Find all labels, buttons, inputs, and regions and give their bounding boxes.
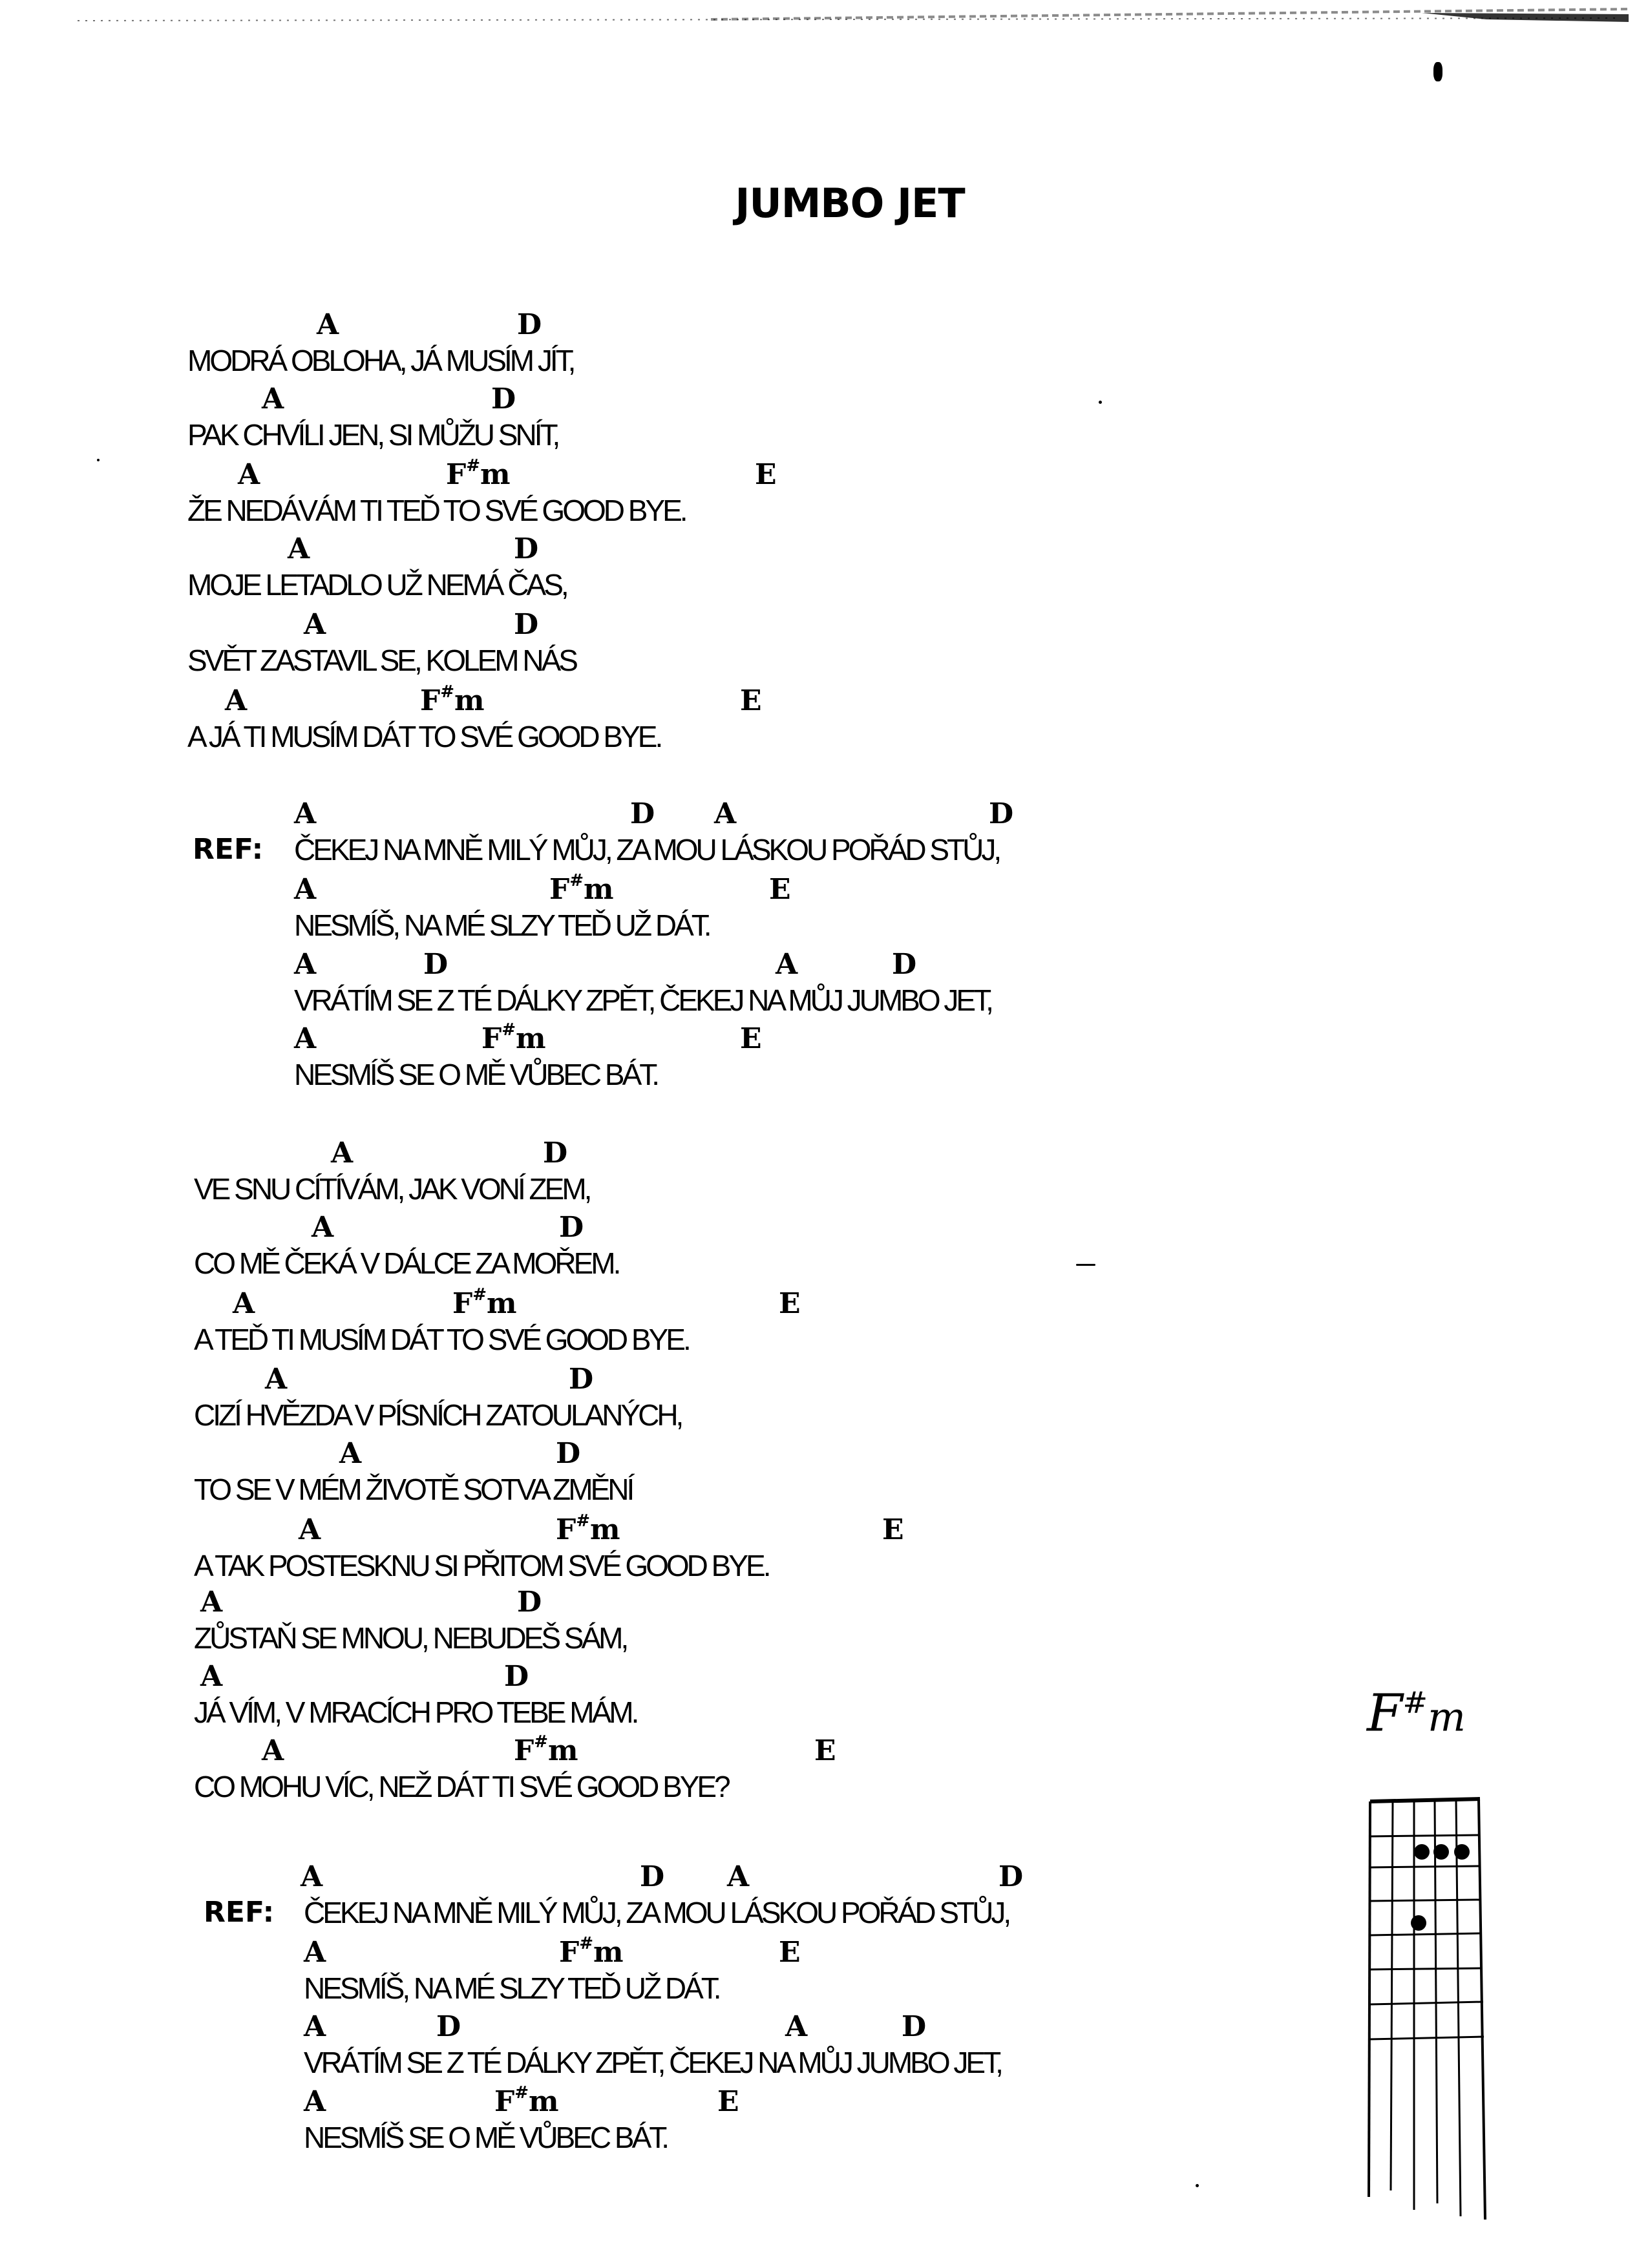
lyric-text: NESMÍŠ SE O MĚ VŮBEC BÁT. <box>304 2121 668 2154</box>
scan-speck <box>97 459 100 461</box>
chord-symbol: D <box>423 948 449 981</box>
chord-symbol: A <box>714 797 737 830</box>
lyric-text: PAK CHVÍLI JEN, SI MŮŽU SNÍT, <box>187 418 558 452</box>
refrain-label: REF: <box>193 833 264 866</box>
chord-symbol: A <box>331 1137 354 1170</box>
chord-symbol: F#m <box>549 871 614 906</box>
lyric-text: A TEĎ TI MUSÍM DÁT TO SVÉ GOOD BYE. <box>194 1323 689 1356</box>
chord-symbol: E <box>740 684 762 717</box>
chord-symbol: A <box>776 948 798 981</box>
chord-symbol: F#m <box>514 1732 578 1767</box>
chord-symbol: A <box>317 308 339 341</box>
chord-symbol: E <box>740 1022 762 1055</box>
song-title: JUMBO JET <box>735 180 965 227</box>
lyric-text: CIZÍ HVĚZDA V PÍSNÍCH ZATOULANÝCH, <box>194 1398 682 1432</box>
verse-line <box>0 1020 1648 1099</box>
lyric-text: ČEKEJ NA MNĚ MILÝ MŮJ, ZA MOU LÁSKOU POŘÁD STŮJ, <box>304 1896 1009 1929</box>
chord-symbol: A <box>312 1211 334 1244</box>
scan-speck <box>1196 2184 1199 2187</box>
chord-symbol: F#m <box>559 1934 624 1969</box>
chord-symbol: A <box>294 797 317 830</box>
chord-row <box>0 949 1648 982</box>
chord-symbol: E <box>779 1936 801 1969</box>
verse-line <box>0 533 1648 609</box>
verse-line <box>0 609 1648 685</box>
lyric-text: TO SE V MÉM ŽIVOTĚ SOTVA ZMĚNÍ <box>194 1473 633 1506</box>
chord-symbol: D <box>902 2010 927 2043</box>
chord-row <box>0 682 1648 719</box>
chord-symbol: D <box>514 608 539 641</box>
chord-symbol: A <box>233 1287 255 1320</box>
chord-row <box>0 1438 1648 1471</box>
chord-symbol: A <box>200 1586 223 1619</box>
lyric-text: MODRÁ OBLOHA, JÁ MUSÍM JÍT, <box>187 344 574 377</box>
chord-symbol: A <box>304 608 326 641</box>
lyric-text: JÁ VÍM, V MRACÍCH PRO TEBE MÁM. <box>194 1696 637 1729</box>
lyric-text: ZŮSTAŇ SE MNOU, NEBUDEŠ SÁM, <box>194 1621 627 1655</box>
lyric-text: CO MOHU VÍC, NEŽ DÁT TI SVÉ GOOD BYE? <box>194 1770 728 1803</box>
verse-line <box>0 682 1648 761</box>
verse-line <box>0 1586 1648 1663</box>
chord-row <box>0 1363 1648 1397</box>
chord-symbol: A <box>265 1363 288 1396</box>
chord-symbol: A <box>304 1936 326 1969</box>
chord-row <box>0 1586 1648 1620</box>
chord-symbol: D <box>543 1137 568 1170</box>
refrain-label: REF: <box>204 1896 275 1929</box>
chord-symbol: D <box>556 1437 581 1470</box>
scan-speck <box>1099 401 1102 404</box>
chord-symbol: A <box>238 458 260 491</box>
verse-line <box>0 1511 1648 1590</box>
chord-symbol: F#m <box>481 1020 546 1055</box>
chord-symbol: D <box>892 948 917 981</box>
lyric-text: MOJE LETADLO UŽ NEMÁ ČAS, <box>187 568 567 602</box>
chord-symbol: A <box>304 2010 326 2043</box>
verse-line <box>0 949 1648 1025</box>
chord-symbol: D <box>559 1211 584 1244</box>
chord-symbol: A <box>727 1860 750 1893</box>
chord-symbol: F#m <box>446 456 511 491</box>
lyric-text: VE SNU CÍTÍVÁM, JAK VONÍ ZEM, <box>194 1172 590 1206</box>
chord-diagram-fretboard <box>1351 1796 1512 2223</box>
chord-symbol: F#m <box>556 1511 620 1546</box>
chord-row <box>0 1212 1648 1245</box>
chord-row <box>0 1020 1648 1056</box>
lyric-text: CO MĚ ČEKÁ V DÁLCE ZA MOŘEM. <box>194 1246 619 1280</box>
chord-symbol: A <box>262 1734 284 1767</box>
chord-symbol: A <box>294 948 317 981</box>
chord-symbol: F#m <box>452 1285 517 1320</box>
chord-row <box>0 871 1648 907</box>
chord-symbol: E <box>779 1287 801 1320</box>
chord-symbol: A <box>294 1022 317 1055</box>
chord-symbol: D <box>569 1363 594 1396</box>
chord-symbol: D <box>998 1860 1024 1893</box>
chord-symbol: A <box>262 383 284 415</box>
chord-symbol: D <box>514 532 539 565</box>
scan-speck <box>1076 1264 1095 1266</box>
chord-symbol: D <box>630 797 655 830</box>
chord-row <box>0 1137 1648 1171</box>
verse-line <box>0 1363 1648 1440</box>
chord-symbol: A <box>339 1437 362 1470</box>
chord-symbol: E <box>755 458 777 491</box>
verse-line <box>0 1438 1648 1514</box>
verse-line <box>0 1285 1648 1364</box>
chord-symbol: D <box>517 308 542 341</box>
chord-symbol: F#m <box>420 682 485 717</box>
verse-line <box>0 1137 1648 1213</box>
chord-symbol: D <box>517 1586 542 1619</box>
scan-speck <box>1433 62 1442 81</box>
chord-symbol: D <box>436 2010 461 2043</box>
chord-symbol: A <box>785 2010 808 2043</box>
lyric-text: NESMÍŠ, NA MÉ SLZY TEĎ UŽ DÁT. <box>294 908 710 942</box>
chord-symbol: D <box>989 797 1014 830</box>
chord-symbol: A <box>200 1660 223 1693</box>
chord-row <box>0 798 1648 832</box>
chord-row <box>0 609 1648 642</box>
chord-symbol: D <box>640 1860 665 1893</box>
verse-line <box>0 383 1648 459</box>
lyric-text: A JÁ TI MUSÍM DÁT TO SVÉ GOOD BYE. <box>187 720 661 753</box>
chord-row <box>0 383 1648 417</box>
chord-row <box>0 309 1648 342</box>
scan-edge-noise <box>0 0 1648 39</box>
verse-line <box>0 456 1648 535</box>
lyric-text: VRÁTÍM SE Z TÉ DÁLKY ZPĚT, ČEKEJ NA MŮJ JUMBO JET, <box>304 2046 1001 2079</box>
chord-symbol: A <box>225 684 248 717</box>
lyric-text: SVĚT ZASTAVIL SE, KOLEM NÁS <box>187 644 576 677</box>
lyric-text: ČEKEJ NA MNĚ MILÝ MŮJ, ZA MOU LÁSKOU POŘÁD STŮJ, <box>294 833 1000 866</box>
chord-symbol: D <box>491 383 516 415</box>
chord-symbol: A <box>294 873 317 906</box>
lyric-text: VRÁTÍM SE Z TÉ DÁLKY ZPĚT, ČEKEJ NA MŮJ JUMBO JET, <box>294 983 991 1017</box>
chord-symbol: E <box>814 1734 836 1767</box>
refrain-line <box>0 798 1648 874</box>
chord-symbol: F#m <box>494 2083 559 2118</box>
lyric-text: NESMÍŠ, NA MÉ SLZY TEĎ UŽ DÁT. <box>304 1971 719 2005</box>
verse-line <box>0 309 1648 385</box>
chord-symbol: E <box>717 2085 739 2118</box>
chord-symbol: E <box>769 873 791 906</box>
chord-diagram-label: F#m <box>1367 1683 1466 1743</box>
chord-symbol: E <box>882 1513 904 1546</box>
chord-symbol: D <box>504 1660 529 1693</box>
chord-row <box>0 1511 1648 1548</box>
verse-line <box>0 1212 1648 1288</box>
chord-symbol: A <box>304 2085 326 2118</box>
lyric-text: ŽE NEDÁVÁM TI TEĎ TO SVÉ GOOD BYE. <box>187 494 686 527</box>
chord-symbol: A <box>299 1513 321 1546</box>
lyric-text: A TAK POSTESKNU SI PŘITOM SVÉ GOOD BYE. <box>194 1549 769 1582</box>
chord-row <box>0 456 1648 492</box>
chord-symbol: A <box>301 1860 323 1893</box>
chord-row <box>0 1285 1648 1321</box>
chord-symbol: A <box>288 532 310 565</box>
chord-row <box>0 533 1648 567</box>
verse-line <box>0 871 1648 950</box>
lyric-text: NESMÍŠ SE O MĚ VŮBEC BÁT. <box>294 1058 658 1091</box>
